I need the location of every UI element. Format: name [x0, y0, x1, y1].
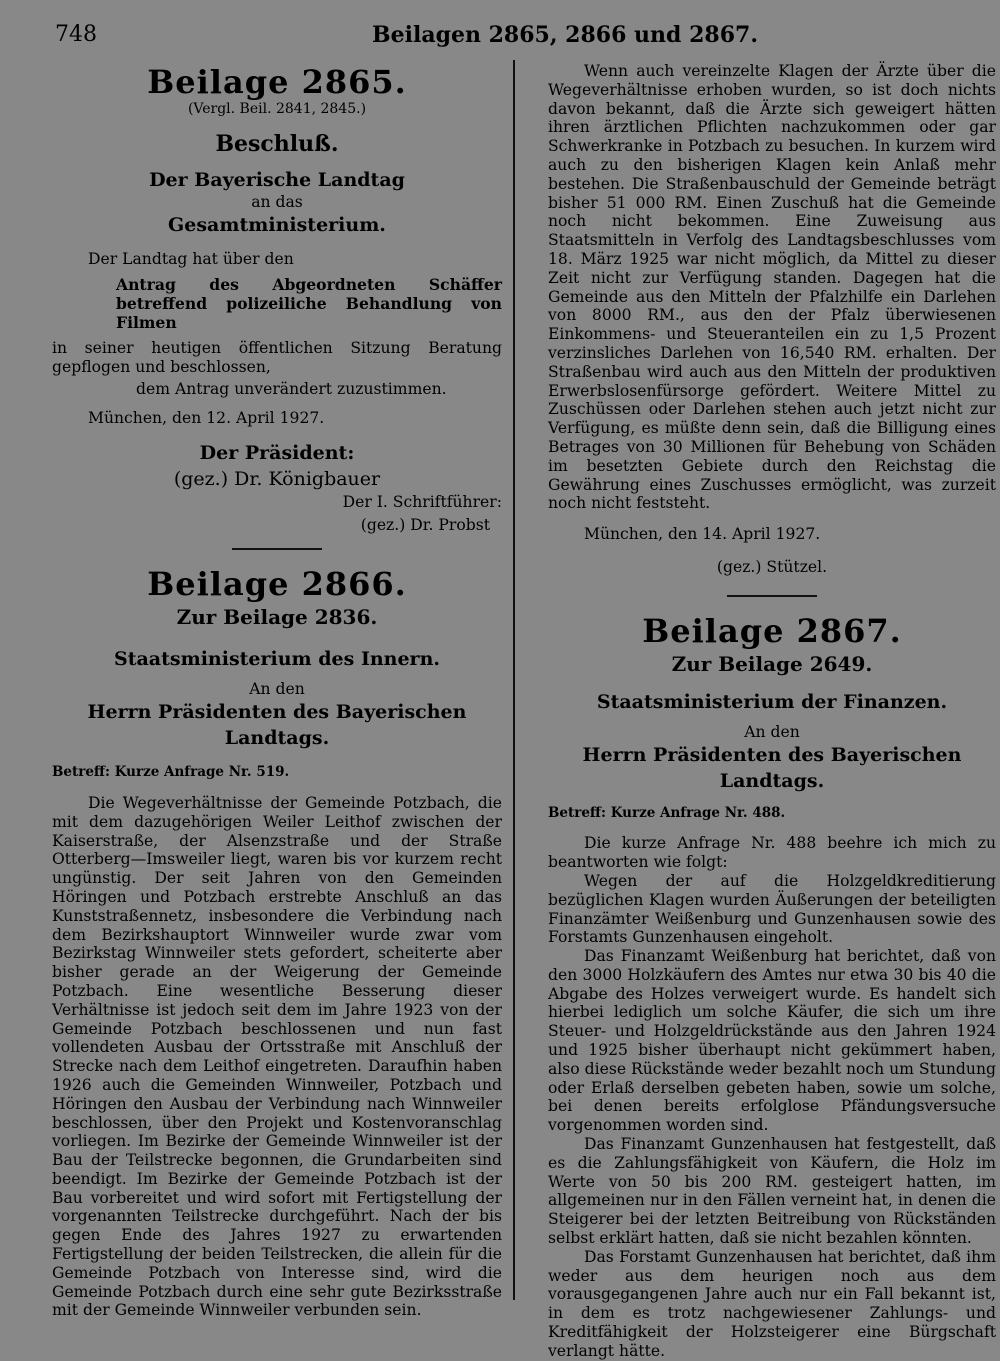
beilage-2865-date: München, den 12. April 1927.	[88, 409, 325, 428]
beilage-2866-title: Beilage 2866.	[147, 565, 407, 604]
beilage-2865-from: Der Bayerische Landtag	[149, 168, 405, 191]
president-signature-text: (gez.) Dr. Königbauer	[173, 467, 381, 490]
beilage-2865-president-title: Der Präsident:	[199, 441, 355, 464]
beilage-2865-text1: Der Landtag hat über den	[88, 249, 294, 268]
page-header	[55, 22, 975, 52]
beilage-2867-p1: Die kurze Anfrage Nr. 488 beehre ich mich zu beantworten wie folgt:	[548, 834, 996, 872]
beilage-2865-text3: in seiner heutigen öffentlichen Sitzung Beratung gepflogen und beschlossen,	[52, 338, 502, 376]
beilage-2866-body1: Die Wegeverhältnisse der Gemeinde Potzbach, die mit dem dazugehörigen Weiler Leithof zwischen der Kaiserstraße, der Alsenzstraße und der Straße Otterberg—Imsweiler liegt, waren bis vor kurzem recht ungünstig. Der seit Jahren von den Gemeinden Höringen und Potzbach erstrebte Anschluß an das Kunststraßennetz, insbesondere die Verbindung nach dem Bezirkshauptort Winnweiler wurde zwar vom Bezirkstag Winnweiler stets gefordert, scheiterte aber bisher gerade an der Weigerung der Gemeinde Potzbach. Eine wesentliche Besserung dieser Verhältnisse ist jedoch seit dem im Jahre 1923 von der Gemeinde Potzbach beschlossenen und nun fast vollendeten Ausbau der Ortsstraße mit Anschluß der Strecke nach dem Leithof eingetreten. Daraufhin haben 1926 auch die Gemeinden Winnweiler, Potzbach und Höringen den Ausbau der Verbindung nach Winnweiler beschlossen, über den Projekt und Kostenvoranschlag vorliegen. Im Bezirke der Gemeinde Winnweiler ist der Bau der Teilstrecke begonnen, die Grundarbeiten sind beendigt. Im Bezirke der Gemeinde Potzbach ist der Bau vorbereitet und wird sofort mit Fertigstellung der vorgenannten Teilstrecke durchgeführt. Nach der bis gegen Ende des Jahres 1927 zu erwartenden Fertigstellung der beiden Teilstrecken, die allein für die Gemeinde Potzbach von Interesse sind, wird die Gemeinde Potzbach durch eine sehr gute Bezirksstraße mit der Gemeinde Winnweiler verbunden sein.	[52, 793, 502, 1320]
beilage-2865-text4: dem Antrag unverändert zuzustimmen.	[136, 380, 447, 399]
running-title: Beilagen 2865, 2866 und 2867.	[372, 22, 758, 48]
beilage-2867-betreff: Betreff: Kurze Anfrage Nr. 488.	[548, 804, 786, 821]
beilage-2865-secretary-signature: (gez.) Dr. Probst	[360, 515, 490, 534]
beilage-2865-secretary-title: Der I. Schriftführer:	[342, 492, 502, 511]
beilage-2867-title: Beilage 2867.	[642, 611, 902, 650]
beilage-2867-recipient: Herrn Präsidenten des Bayerischen Landtags.	[582, 743, 962, 792]
page-number: 748	[55, 22, 97, 47]
beilage-2867-p2: Wegen der auf die Holzgeldkreditierung bezüglichen Klagen wurden Äußerungen der beteiligten Finanzämter Weißenburg und Gunzenhausen sowie des Forstamts Gunzenhausen eingeholt.	[548, 871, 996, 947]
section-rule	[232, 548, 322, 550]
beilage-2867-ministry: Staatsministerium der Finanzen.	[596, 690, 948, 713]
beilage-2866-recipient: Herrn Präsidenten des Bayerischen Landtags.	[87, 701, 467, 750]
beilage-2865-title: Beilage 2865.	[147, 63, 407, 101]
beilage-2866-betreff: Betreff: Kurze Anfrage Nr. 519.	[52, 764, 290, 781]
beilage-2866-body2: Wenn auch vereinzelte Klagen der Ärzte über die Wegeverhältnisse erhoben wurden, so ist doch nichts davon bekannt, daß die Ärzte sich geweigert hätten ihren ärztlichen Pflichten nachzukommen oder gar Schwerkranke in Potzbach zu besuchen. In kurzem wird auch zu den bisherigen Klagen kein Anlaß mehr bestehen. Die Straßenbauschuld der Gemeinde beträgt bisher 51 000 RM. Einen Zuschuß hat die Gemeinde noch nicht bekommen. Eine Zuweisung aus Staatsmitteln in Verfolg des Landtagsbeschlusses vom 18. März 1925 war nicht möglich, da Mittel zu dieser Zeit nicht zur Verfügung standen. Dagegen hat die Gemeinde aus den Mitteln der Pfalzhilfe ein Darlehen von 8000 RM., aus den der Pfalz überwiesenen Einkommens- und Steueranteilen ein zu 1,5 Prozent verzinsliches Darlehen von 16,540 RM. erhalten. Der Straßenbau wird auch aus den Mitteln der produktiven Erwerbslosenfürsorge gefördert. Weitere Mittel zu Zuschüssen oder Darlehen stehen auch jetzt nicht zur Verfügung, es müßte denn sein, daß die Billigung eines Betrages von 30 Millionen für Behebung von Schäden im besetzten Gebiete durch den Reichstag die Gewährung eines Zuschusses ermöglicht, was zurzeit noch nicht feststeht.	[548, 62, 996, 513]
beilage-2867-sub: Zur Beilage 2649.	[671, 651, 873, 676]
beilage-2866-signature: (gez.) Stützel.	[716, 557, 828, 576]
beilage-2865-recipient: Gesamtministerium.	[168, 213, 386, 236]
beilage-2867-p5: Das Forstamt Gunzenhausen hat berichtet, daß ihm weder aus dem heurigen noch aus dem vorausgegangenen Jahre auch nur ein Fall bekannt ist, in dem es trotz nachgewiesener Zahlungs- und Kreditfähigkeit der Holzsteigerer eine Bürgschaft verlangt hätte.	[548, 1247, 996, 1360]
beilage-2866-to: An den	[249, 680, 305, 699]
beilage-2867-p3: Das Finanzamt Weißenburg hat berichtet, daß von den 3000 Holzkäufern des Amtes nur etwa 30 bis 40 die Abgabe des Holzes verweigert wurde. Es handelt sich hierbei lediglich um solche Käufer, die sich um ihre Steuer- und Holzgeldrückstände aus den Jahren 1924 und 1925 bisher überhaupt nicht gekümmert haben, also diese Rückstände weder bezahlt noch um Stundung oder Erlaß derselben gebeten haben, sowie um solche, bei denen bereits erfolglose Pfändungsversuche vorgenommen worden sind.	[548, 947, 996, 1135]
column-divider	[513, 60, 515, 1300]
beilage-2865-motion: Antrag des Abgeordneten Schäffer betreffend polizeiliche Behandlung von Filmen	[116, 275, 502, 332]
beilage-2865-president-signature	[52, 467, 502, 490]
beilage-2866-sub: Zur Beilage 2836.	[176, 605, 378, 630]
beilage-2867-to: An den	[744, 722, 800, 741]
beilage-2865-kind: Beschluß.	[215, 130, 339, 157]
beilage-2867-p4: Das Finanzamt Gunzenhausen hat festgestellt, daß es die Zahlungsfähigkeit von Käufern, die Holz im Werte von 50 bis 200 RM. gesteigert hatten, im allgemeinen nur in den Fällen verneint hat, in denen die Steigerer bei der letzten Beitreibung von Rückständen selbst erklärt hatten, daß sie nicht bezahlen könnten.	[548, 1135, 996, 1248]
beilage-2865-ref: (Vergl. Beil. 2841, 2845.)	[187, 101, 367, 117]
right-column	[548, 62, 996, 1361]
beilage-2866-date: München, den 14. April 1927.	[584, 525, 821, 544]
left-column	[52, 62, 502, 1320]
beilage-2866-ministry: Staatsministerium des Innern.	[114, 648, 440, 671]
beilage-2865-to: an das	[251, 192, 303, 211]
section-rule	[727, 595, 817, 597]
